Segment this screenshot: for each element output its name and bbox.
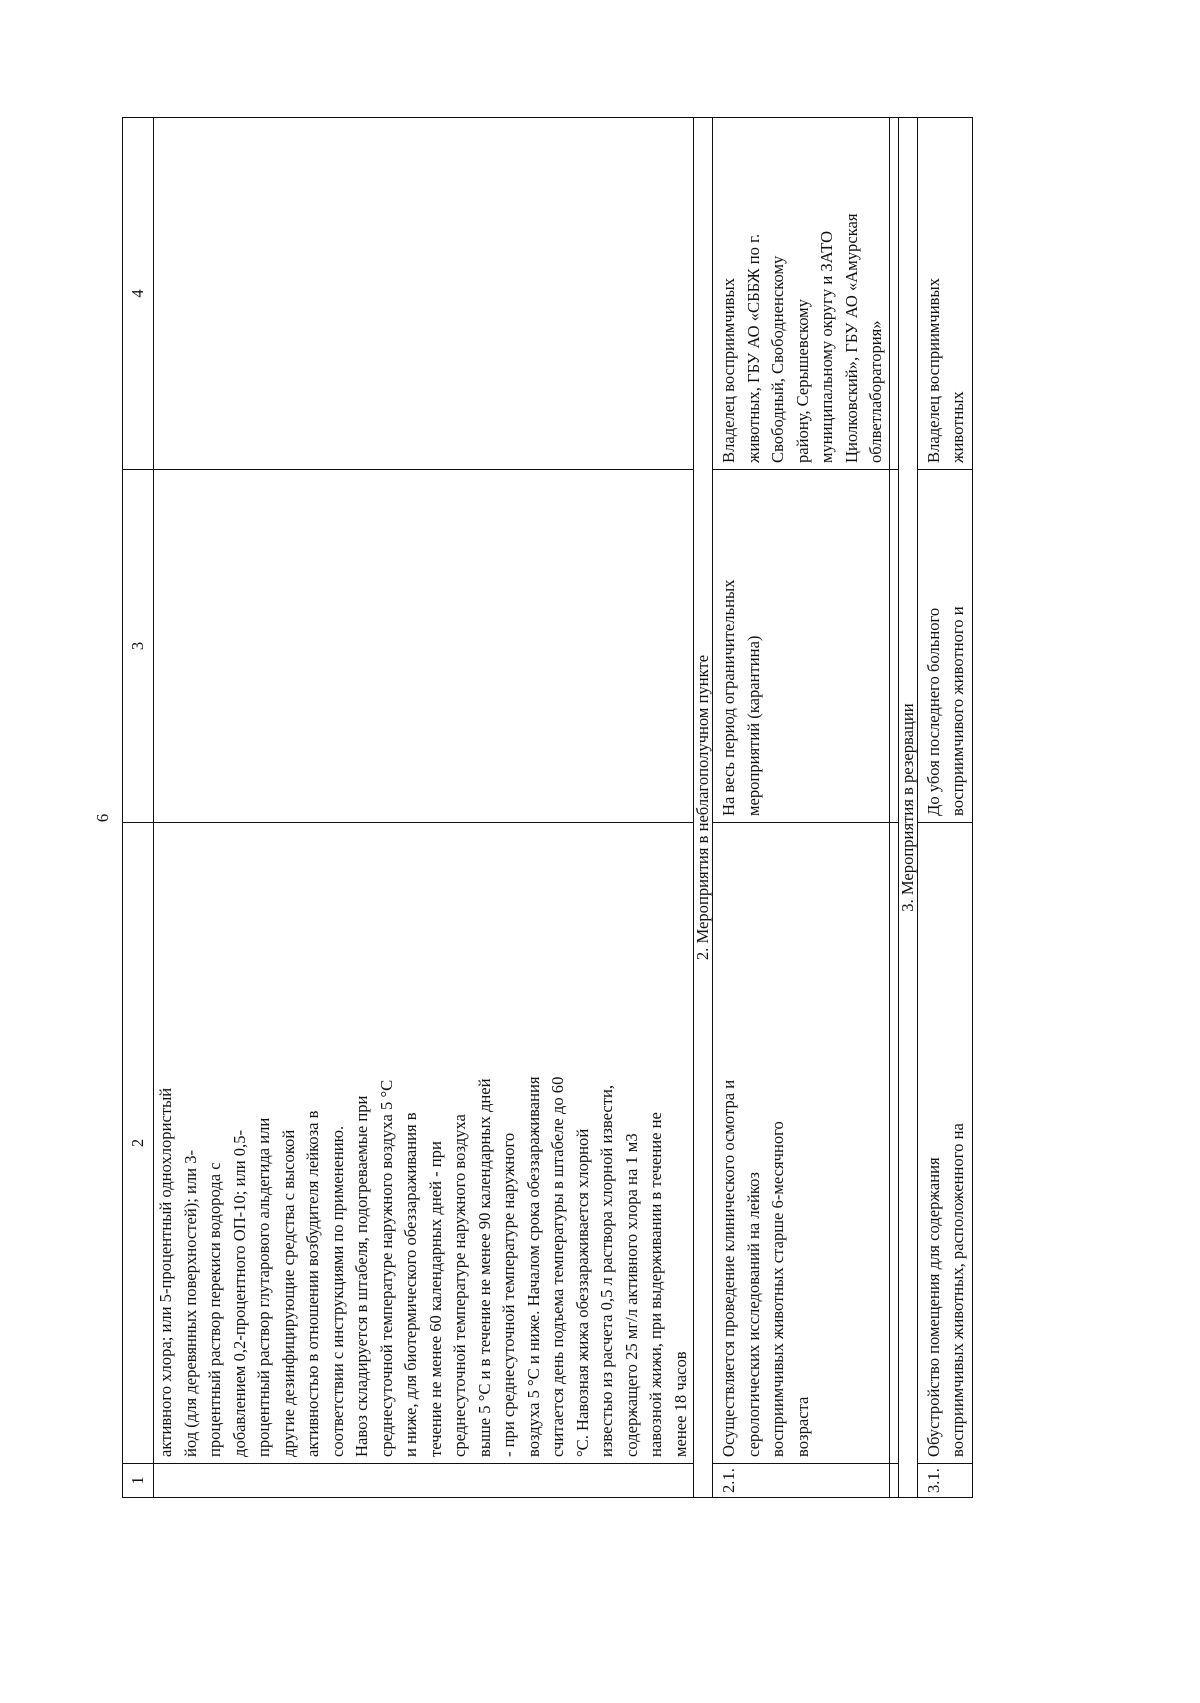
table-row-2-1 bbox=[713, 118, 890, 1498]
text-line: Свободный, Свободненскому bbox=[768, 255, 787, 463]
text-line: активного хлора; или 5-процентный однохлористый bbox=[156, 1087, 175, 1457]
text-line: активностью в отношении возбудителя лейкоза в bbox=[303, 1110, 322, 1457]
page-number: 6 bbox=[93, 813, 112, 823]
text-line: навозной жижи, при выдерживании в течение не bbox=[646, 1112, 665, 1457]
cell-description bbox=[917, 823, 972, 1464]
text-line: среднесуточной температуре наружного воздуха 5 °С bbox=[376, 1079, 396, 1457]
text-line: выше 5 °С и в течение не менее 90 календарных дней bbox=[474, 1078, 494, 1457]
cell-description bbox=[713, 823, 890, 1464]
text-line: облветлаборатория» bbox=[866, 320, 885, 463]
text-line: содержащего 25 мг/л активного хлора на 1 м3 bbox=[621, 1133, 641, 1457]
text-line: и ниже, для биотермического обеззараживания в bbox=[401, 1112, 420, 1457]
text-line: серологических исследований на лейкоз bbox=[743, 1172, 763, 1457]
section-3-title: 3. Мероприятия в резервации bbox=[898, 118, 917, 1498]
text-line: считается день подъема температуры в штабеле до 60 bbox=[548, 1076, 567, 1457]
text-line: возраста bbox=[792, 1396, 812, 1457]
measures-table bbox=[122, 117, 973, 1498]
text-line: °С. Навозная жижа обеззараживается хлорной bbox=[572, 1128, 592, 1457]
cell-description bbox=[154, 823, 694, 1464]
table-row-continued bbox=[154, 118, 694, 1498]
text-line: Владелец восприимчивых bbox=[719, 278, 738, 463]
cell-responsible bbox=[917, 118, 972, 470]
text-line: восприимчивых животных, расположенного на bbox=[948, 1123, 967, 1457]
text-line: Навоз складируется в штабеля, подогреваемые при bbox=[352, 1095, 371, 1457]
header-cell-3: 3 bbox=[123, 470, 154, 823]
text-line: процентный раствор перекиси водорода с bbox=[205, 1162, 224, 1457]
table-row-3-1 bbox=[917, 118, 972, 1498]
text-line: известью из расчета 0,5 л раствора хлорной извести, bbox=[597, 1084, 616, 1457]
text-line: восприимчивого животного и bbox=[948, 606, 967, 816]
header-cell-2: 2 bbox=[123, 823, 154, 1464]
section-2-title-row bbox=[694, 118, 713, 1498]
rotated-page-content bbox=[122, 118, 1002, 1498]
section-2-title: 2. Мероприятия в неблагополучном пункте bbox=[694, 118, 713, 1498]
text-line: соответствии с инструкциями по применению. bbox=[327, 1125, 347, 1457]
text-line: добавлением 0,2-процентного ОП-10; или 0,5- bbox=[229, 1129, 249, 1457]
cell-period bbox=[917, 470, 972, 823]
text-line: менее 18 часов bbox=[670, 1351, 690, 1457]
text-line: течение не менее 60 календарных дней - при bbox=[425, 1141, 445, 1457]
header-cell-4: 4 bbox=[123, 118, 154, 470]
text-line: воздуха 5 °С и ниже. Началом срока обеззараживания bbox=[523, 1076, 543, 1457]
cell-period bbox=[713, 470, 890, 823]
text-line: муниципальному округу и ЗАТО bbox=[817, 230, 836, 463]
text-line: району, Серышевскому bbox=[792, 299, 812, 463]
cell-num bbox=[154, 1464, 694, 1498]
table-header-row bbox=[123, 118, 154, 1498]
text-line: До убоя последнего больного bbox=[923, 607, 943, 816]
text-line: восприимчивых животных старше 6-месячного bbox=[768, 1121, 787, 1457]
row-number: 2.1. bbox=[713, 1464, 890, 1498]
text-line: Осуществляется проведение клинического осмотра и bbox=[719, 1079, 738, 1457]
row-number: 3.1. bbox=[917, 1464, 972, 1498]
section-3-title-row bbox=[898, 118, 917, 1498]
text-line: йод (для деревянных поверхностей); или 3- bbox=[180, 1149, 200, 1457]
text-line: Обустройство помещения для содержания bbox=[923, 1157, 943, 1457]
text-line: На весь период ограничительных bbox=[719, 579, 738, 816]
text-line: другие дезинфицирующие средства с высокой bbox=[278, 1129, 298, 1457]
cell-responsible bbox=[713, 118, 890, 470]
text-line: среднесуточной температуре наружного воздуха bbox=[450, 1114, 469, 1457]
cell-responsible bbox=[154, 118, 694, 470]
header-cell-1: 1 bbox=[123, 1464, 154, 1498]
text-line: мероприятий (карантина) bbox=[743, 635, 763, 816]
text-line: процентный раствор глутарового альдегида или bbox=[254, 1117, 273, 1457]
text-line: животных bbox=[948, 391, 967, 463]
text-line: Владелец восприимчивых bbox=[923, 278, 943, 463]
text-line: Циолковский», ГБУ АО «Амурская bbox=[841, 213, 861, 463]
text-line: животных, ГБУ АО «СББЖ по г. bbox=[743, 233, 763, 463]
text-line: - при среднесуточной температуре наружного bbox=[499, 1132, 518, 1457]
spacer-row bbox=[889, 118, 898, 1498]
cell-period bbox=[154, 470, 694, 823]
